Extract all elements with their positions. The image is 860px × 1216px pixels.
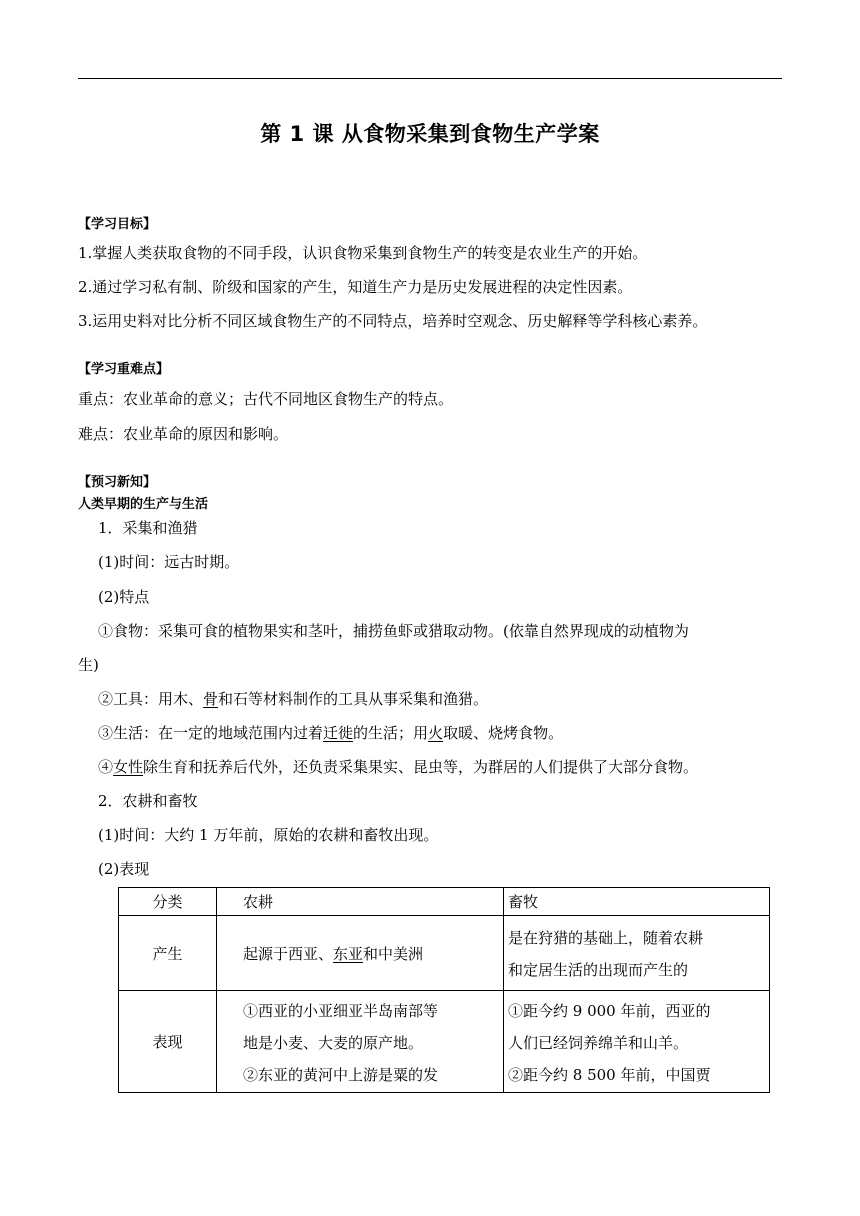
preview-subheading: 人类早期的生产与生活 [78, 497, 209, 512]
feature-tools [98, 689, 488, 709]
key-point-difficulty: 难点：农业革命的原因和影响。 [78, 425, 289, 443]
feature-life [98, 723, 563, 743]
feature-tools-text-b: 和石等材料制作的工具从事采集和渔猎。 [218, 690, 489, 708]
performance-farming-line-3: ②东亚的黄河中上游是粟的发 [243, 1065, 439, 1084]
key-point-focus: 重点：农业革命的意义；古代不同地区食物生产的特点。 [78, 390, 454, 408]
origin-herding-line-1: 是在狩猎的基础上，随着农耕 [508, 929, 704, 947]
page-title: 第 1 课 从食物采集到食物生产学案 [260, 122, 600, 146]
table-cell-origin-label: 产生 [119, 916, 217, 991]
section-2-performance: (2)表现 [98, 860, 150, 878]
feature-life-text-a: ③生活：在一定的地域范围内过着 [98, 724, 324, 742]
performance-herding-line-2: 人们已经饲养绵羊和山羊。 [508, 1033, 689, 1052]
table-cell-performance-label: 表现 [119, 991, 217, 1093]
performance-farming-line-1: ①西亚的小亚细亚半岛南部等 [243, 1001, 439, 1020]
table-cell-origin-farming [217, 916, 504, 991]
farming-herding-table [118, 887, 770, 1093]
performance-herding-line-1: ①距今约 9 000 年前，西亚的 [508, 1001, 711, 1020]
section-1-title: 1．采集和渔猎 [98, 519, 198, 537]
header-rule [78, 78, 782, 79]
section-1-time: (1)时间：远古时期。 [98, 553, 240, 571]
performance-herding-line-3: ②距今约 8 500 年前，中国贾 [508, 1065, 711, 1084]
table-header-farming: 农耕 [217, 888, 504, 916]
underlined-term-women: 女性 [113, 758, 144, 776]
objective-item-2: 2.通过学习私有制、阶级和国家的产生，知道生产力是历史发展进程的决定性因素。 [78, 278, 633, 296]
table-header-row [119, 888, 770, 916]
feature-life-text-b: 的生活；用 [353, 724, 429, 742]
table-row-performance [119, 991, 770, 1093]
origin-farming-text-b: 和中美洲 [363, 944, 424, 963]
objectives-heading: 【学习目标】 [78, 217, 157, 232]
feature-food-line-1: ①食物：采集可食的植物果实和茎叶，捕捞鱼虾或猎取动物。(依靠自然界现成的动植物为 [98, 622, 689, 640]
section-1-features: (2)特点 [98, 588, 150, 606]
table-header-category: 分类 [119, 888, 217, 916]
feature-tools-text-a: ②工具：用木、 [98, 690, 204, 708]
feature-women [98, 757, 698, 777]
underlined-term-fire: 火 [428, 724, 444, 742]
underlined-term-east-asia: 东亚 [333, 944, 364, 963]
key-points-heading: 【学习重难点】 [78, 362, 170, 377]
table-cell-performance-farming [217, 991, 504, 1093]
feature-women-text-b: 除生育和抚养后代外，还负责采集果实、昆虫等，为群居的人们提供了大部分食物。 [143, 758, 699, 776]
underlined-term-bone: 骨 [203, 690, 219, 708]
objective-item-3: 3.运用史料对比分析不同区域食物生产的不同特点，培养时空观念、历史解释等学科核心素养。 [78, 312, 708, 330]
feature-food-line-2: 生) [78, 656, 99, 674]
underlined-term-migration: 迁徙 [323, 724, 354, 742]
section-2-time: (1)时间：大约 1 万年前，原始的农耕和畜牧出现。 [98, 826, 439, 844]
table-header-herding: 畜牧 [504, 888, 770, 916]
section-2-title: 2．农耕和畜牧 [98, 792, 198, 810]
objective-item-1: 1.掌握人类获取食物的不同手段，认识食物采集到食物生产的转变是农业生产的开始。 [78, 244, 648, 262]
preview-heading: 【预习新知】 [78, 475, 157, 490]
table-cell-origin-herding [504, 916, 770, 991]
feature-life-text-c: 取暖、烧烤食物。 [443, 724, 564, 742]
performance-farming-line-2: 地是小麦、大麦的原产地。 [243, 1033, 424, 1052]
table-row-origin [119, 916, 770, 991]
origin-farming-text-a: 起源于西亚、 [243, 944, 334, 963]
table-cell-performance-herding [504, 991, 770, 1093]
feature-women-text-a: ④ [98, 758, 114, 776]
origin-herding-line-2: 和定居生活的出现而产生的 [508, 961, 689, 979]
